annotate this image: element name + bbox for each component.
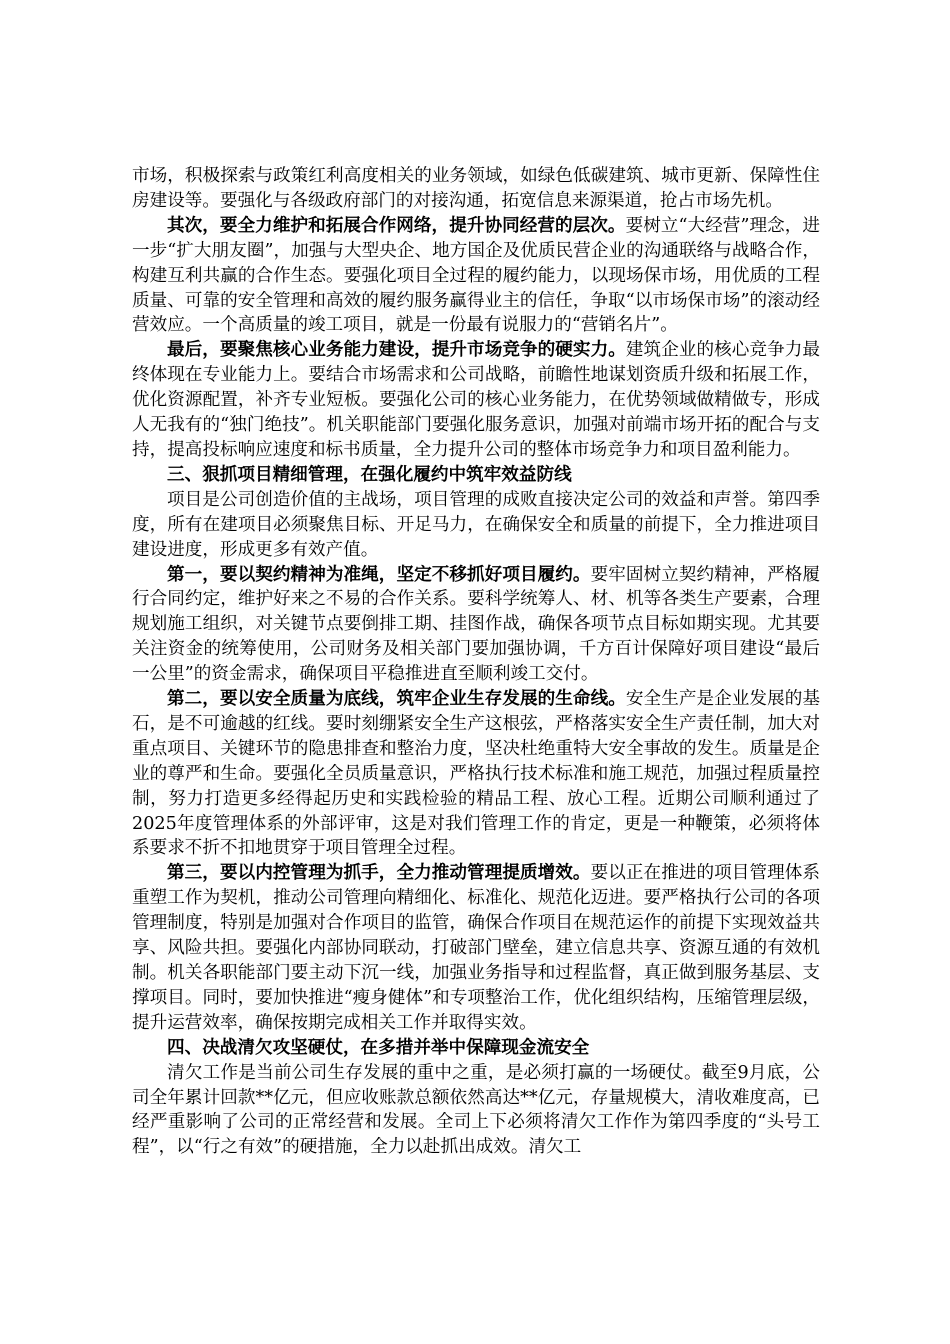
paragraph-lead: 第一，要以契约精神为准绳，坚定不移抓好项目履约。: [167, 563, 591, 585]
paragraph-text: 清欠工作是当前公司生存发展的重中之重，是必须打赢的一场硬仗。截至9月底，公司全年累计回款**亿元，但应收账款总额依然高达**亿元，存量规模大，清收难度高，已经严重影响了公司的正常经营和发展。全司上下必须将清欠工作作为第四季度的“头号工程”，以“行之有效”的硬措施，全力以赴抓出成效。清欠工: [132, 1062, 820, 1158]
paragraph: [132, 1061, 820, 1161]
paragraph: [132, 687, 820, 861]
paragraph-lead: 第三，要以内控管理为抓手，全力推动管理提质增效。: [167, 862, 591, 884]
section-heading: [132, 1036, 820, 1061]
paragraph-text: 建筑企业的核心竞争力最终体现在专业能力上。要结合市场需求和公司战略，前瞻性地谋划资质升级和拓展工作，优化资源配置，补齐专业短板。要强化公司的核心业务能力，在优势领域做精做专，形成人无我有的“独门绝技”。机关职能部门要强化服务意识，加强对前端市场开拓的配合与支持，提高投标响应速度和标书质量，全力提升公司的整体市场竞争力和项目盈利能力。: [132, 340, 820, 460]
section-heading-text: 四、决战清欠攻坚硬仗，在多措并举中保障现金流安全: [167, 1036, 590, 1058]
document-body: [132, 164, 820, 1160]
paragraph-lead: 第二，要以安全质量为底线，筑牢企业生存发展的生命线。: [167, 688, 626, 710]
paragraph-lead: 其次，要全力维护和拓展合作网络，提升协同经营的层次。: [167, 214, 626, 236]
section-heading: [132, 463, 820, 488]
paragraph: [132, 861, 820, 1035]
paragraph-text: 安全生产是企业发展的基石，是不可逾越的红线。要时刻绷紧安全生产这根弦，严格落实安全生产责任制，加大对重点项目、关键环节的隐患排查和整治力度，坚决杜绝重特大安全事故的发生。质量是企业的尊严和生命。要强化全员质量意识，严格执行技术标准和施工规范，加强过程质量控制，努力打造更多经得起历史和实践检验的精品工程、放心工程。近期公司顺利通过了2025年度管理体系的外部评审，这是对我们管理工作的肯定，更是一种鞭策，必须将体系要求不折不扣地贯穿于项目管理全过程。: [132, 689, 820, 859]
paragraph: [132, 338, 820, 463]
paragraph-text: 项目是公司创造价值的主战场，项目管理的成败直接决定公司的效益和声誉。第四季度，所有在建项目必须聚焦目标、开足马力，在确保安全和质量的前提下，全力推进项目建设进度，形成更多有效产值。: [132, 489, 820, 560]
paragraph: [132, 563, 820, 688]
paragraph: [132, 214, 820, 339]
paragraph-text: 要牢固树立契约精神，严格履行合同约定，维护好来之不易的合作关系。要科学统筹人、材、机等各类生产要素，合理规划施工组织，对关键节点要倒排工期、挂图作战，确保各项节点目标如期实现。尤其要关注资金的统筹使用，公司财务及相关部门要加强协调，千方百计保障好项目建设“最后一公里”的资金需求，确保项目平稳推进直至顺利竣工交付。: [132, 564, 820, 685]
paragraph-text: 要以正在推进的项目管理体系重塑工作为契机，推动公司管理向精细化、标准化、规范化迈进。要严格执行公司的各项管理制度，特别是加强对合作项目的监管，确保合作项目在规范运作的前提下实现效益共享、风险共担。要强化内部协同联动，打破部门壁垒，建立信息共享、资源互通的有效机制。机关各职能部门要主动下沉一线，加强业务指导和过程监督，真正做到服务基层、支撑项目。同时，要加快推进“瘦身健体”和专项整治工作，优化组织结构，压缩管理层级，提升运营效率，确保按期完成相关工作并取得实效。: [132, 863, 820, 1033]
paragraph-text: 要树立“大经营”理念，进一步“扩大朋友圈”，加强与大型央企、地方国企及优质民营企业的沟通联络与战略合作，构建互利共赢的合作生态。要强化项目全过程的履约能力，以现场保市场，用优质的工程质量、可靠的安全管理和高效的履约服务赢得业主的信任，争取“以市场保市场”的滚动经营效应。一个高质量的竣工项目，就是一份最有说服力的“营销名片”。: [132, 215, 820, 336]
paragraph: [132, 164, 820, 214]
paragraph-lead: 最后，要聚焦核心业务能力建设，提升市场竞争的硬实力。: [167, 339, 626, 361]
section-heading-text: 三、狠抓项目精细管理，在强化履约中筑牢效益防线: [167, 463, 572, 485]
paragraph-text: 市场，积极探索与政策红利高度相关的业务领域，如绿色低碳建筑、城市更新、保障性住房建设等。要强化与各级政府部门的对接沟通，拓宽信息来源渠道，抢占市场先机。: [132, 166, 820, 211]
paragraph: [132, 488, 820, 563]
